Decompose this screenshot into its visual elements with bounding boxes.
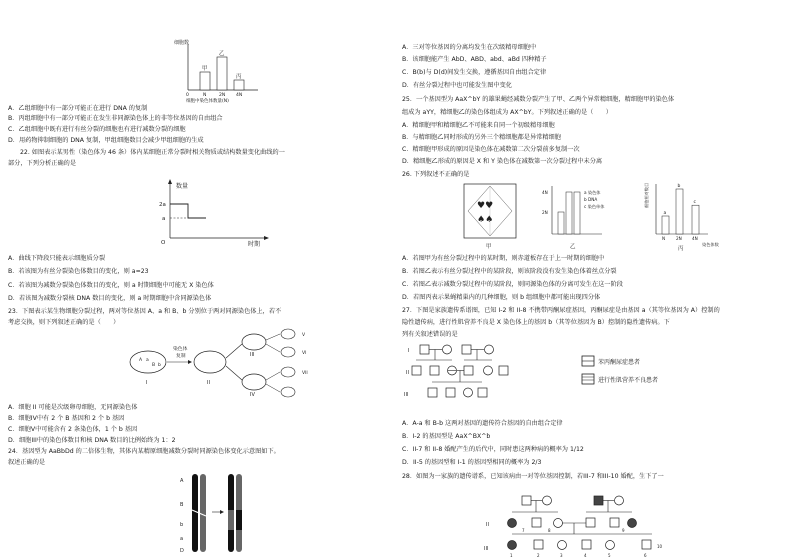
q27-option-a: A．A-a 和 B-b 这两对基因的遗传符合基因的自由组合定律	[402, 420, 563, 427]
q26-fig-yi	[542, 182, 622, 252]
q26-bing-tick-2N: 2N	[676, 236, 682, 241]
q23-stem-line1: 23．下图表示某生物细胞分裂过程，两对等位基因 A、a 和 B、b 分别位于两对同源染色体上，若不	[8, 308, 282, 315]
q24-gene-B: B	[180, 502, 184, 508]
q28-num-9: 9	[622, 528, 625, 533]
q28-num-6: 6	[644, 553, 647, 558]
q24-option-d: D．有丝分裂过程中也可能发生图中变化	[402, 82, 512, 89]
q26-bing-bar-c	[692, 205, 699, 234]
q26-option-b: B．若图乙表示有丝分裂过程中的某阶段，则该阶段没有发生染色体着丝点分裂	[402, 268, 617, 275]
q23-option-c: C．细胞V中可能含有 2 条染色体，1 个 b 基因	[8, 426, 138, 433]
q23-arrow-label2: 复制	[176, 354, 186, 359]
q24-stem-line2: 叙述正确的是	[8, 459, 46, 466]
q23-stem-line2: 考虑交换，则下列叙述正确的是（ ）	[8, 319, 120, 326]
q28-num-5: 5	[608, 553, 611, 558]
q22-origin: O	[161, 240, 166, 246]
tick-0: 0	[186, 93, 189, 98]
q21-option-a: A．乙组细胞中有一部分可能正在进行 DNA 的复制	[8, 105, 148, 112]
q22-option-c: C．若该图为减数分裂染色体数目的变化，则 a 时期细胞中可能无 X 染色体	[8, 282, 214, 289]
q26-bing-xlabel: 染色体数	[702, 242, 719, 247]
q28-num-8: 8	[548, 528, 551, 533]
q26-bing-bar-label-c: c	[693, 200, 696, 206]
q28-gen-III: III	[484, 546, 489, 552]
chart-bar-bing	[234, 80, 244, 90]
q21-ylabel: 细胞数	[174, 40, 190, 46]
q23-arrow-label: 染色体	[173, 347, 188, 352]
q26-bing-bar-label-b: b	[677, 184, 681, 189]
q23-gene-A: A	[139, 358, 143, 363]
q24-stem-line1: 24．基因型为 AaBbDd 的二倍体生物，其体内某精原细胞减数分裂时同源染色体变化示意图如下。	[8, 448, 280, 455]
q25-stem-line2: 组成为 aYY，精细胞乙的染色体组成为 AX^bY。下列叙述正确的是（ ）	[402, 109, 612, 116]
q28-num-7: 7	[522, 528, 525, 533]
q23-cell-II: II	[207, 380, 210, 386]
q22-y-title: 数量	[176, 183, 189, 190]
q28-num-4: 4	[584, 553, 587, 558]
q26-label-jia: 甲	[486, 244, 492, 250]
q23-cell-I: I	[146, 380, 148, 386]
q26-yi-tick-4N: 4N	[542, 190, 548, 195]
q23-cell-III: III	[250, 352, 255, 358]
q22-curve	[170, 204, 206, 218]
q25-option-a: A．精细胞甲和精细胞乙不可能来自同一个初级精母细胞	[402, 122, 555, 129]
q24-gene-A: A	[180, 478, 184, 484]
q23-option-a: A．细胞 II 可能是次级卵母细胞，无同源染色体	[8, 404, 138, 411]
q27-stem-line2: 隐性遗传病，进行性肌营养不良是 X 染色体上的基因 b（其等位基因为 B）控制的隐性遗传病。下	[402, 319, 670, 326]
q25-stem-line1: 25．一个基因型为 AaX^bY 的雄果蝇经减数分裂产生了甲、乙两个异常精细胞，精细胞甲的染色体	[402, 96, 675, 103]
q26-yi-bar-b	[566, 192, 572, 234]
q26-yi-tick-2N: 2N	[542, 210, 548, 215]
q26-bing-tick-4N: 4N	[692, 236, 698, 241]
tick-N: N	[203, 93, 207, 98]
q27-stem-line1: 27．下图是家族遗传系谱图，已知 I-2 和 II-8 不携带丙酮尿症基因，丙酮尿症是由基因 a（其等位基因为 A）控制的	[402, 307, 720, 314]
q21-bar-chart	[174, 40, 278, 104]
q26-option-d: D．若图丙表示果蝇精巢内的几种细胞，则 b 组细胞中都可能出现四分体	[402, 294, 601, 301]
svg-text:♠♠: ♠♠	[477, 215, 494, 225]
bar-label-jia: 甲	[202, 66, 208, 72]
q26-stem: 26. 下列叙述不正确的是	[402, 171, 470, 178]
q28-stem: 28．如图为一家族的遗传谱系，已知该病由一对等位基因控制，若III-7 和III-10 婚配，生下了一	[402, 473, 664, 480]
q27-option-c: C．II-7 和 II-8 婚配产生的后代中，同时患这两种病的概率为 1/12	[402, 446, 584, 453]
q28-num-3: 3	[560, 553, 563, 558]
q23-gene-a: a	[146, 358, 149, 363]
q27-gen-III: III	[404, 392, 409, 398]
q22-stem-line2: 部分，下列分析正确的是	[8, 160, 77, 167]
q28-num-10: 10	[657, 544, 663, 549]
q27-legend-dmd: 进行性肌营养不良患者	[598, 377, 659, 384]
q24-option-b: B．该细胞能产生 AbD、ABD、abd、aBd 四种精子	[402, 56, 547, 63]
q27-option-b: B．I-2 的基因型是 AaX^BX^b	[402, 433, 491, 440]
q28-gen-II: II	[486, 522, 489, 528]
q25-option-c: C．精细胞甲形成的原因是染色体在减数第二次分裂前多复制一次	[402, 146, 580, 153]
q28-num-1: 1	[510, 553, 513, 558]
q23-cell-diagram	[118, 330, 318, 398]
q21-option-d: D．用药物抑制细胞的 DNA 复制，甲组细胞数目会减少甲组细胞的生成	[8, 137, 204, 144]
q26-bing-bar-a	[662, 216, 669, 234]
q26-yi-bar-c	[574, 192, 580, 234]
q26-option-a: A．若图甲为有丝分裂过程中的某时期，则赤道板存在于上一时期的细胞中	[402, 255, 605, 262]
q24-chromosome-figure	[178, 470, 258, 555]
q21-option-c: C．乙组细胞中既有进行有丝分裂的细胞也有进行减数分裂的细胞	[8, 126, 186, 133]
q23-cell-IV: IV	[250, 392, 255, 398]
q26-yi-legend-b: b DNA	[584, 197, 598, 202]
q26-bing-bar-b	[676, 189, 683, 234]
tick-2N: 2N	[219, 93, 226, 98]
q24-gene-b: b	[180, 522, 184, 528]
q22-line-chart	[158, 178, 288, 248]
q27-gen-II: II	[406, 370, 409, 376]
q22-tick-2a: 2a	[159, 202, 166, 208]
q25-option-d: D．精细胞乙形成的原因是 X 和 Y 染色体在减数第一次分裂过程中未分离	[402, 158, 603, 165]
right-column	[402, 0, 787, 560]
q28-pedigree	[482, 488, 722, 558]
tick-4N: 4N	[236, 93, 243, 98]
q28-num-2: 2	[537, 553, 540, 558]
bar-label-yi: 乙	[219, 51, 225, 57]
q23-cell-V: V	[302, 333, 306, 338]
q26-label-bing: 丙	[678, 246, 684, 252]
q24-option-c: C．B(b)与 D(d)间发生交换，遵循基因自由组合定律	[402, 69, 547, 76]
q22-option-b: B．若该图为有丝分裂染色体数目的变化，则 a=23	[8, 268, 149, 275]
q26-yi-bar-a	[558, 212, 564, 234]
q26-bing-bar-label-a: a	[663, 211, 667, 216]
q26-label-yi: 乙	[570, 244, 576, 250]
q26-yi-legend-a: a 染色体	[584, 190, 601, 195]
chart-bar-jia	[200, 72, 210, 90]
q27-stem-line3: 列有关叙述错误的是	[402, 331, 458, 338]
q27-legend-pku: 苯丙酮尿症患者	[598, 359, 641, 366]
q26-option-c: C．若图乙表示减数分裂过程中的某阶段，则同源染色体的分离可发生在这一阶段	[402, 281, 623, 288]
q21-option-b: B．丙组细胞中有一部分可能正在发生非同源染色体上的非等位基因的自由组合	[8, 115, 223, 122]
q23-option-b: B．细胞IV中有 2 个 B 基因和 2 个 b 基因	[8, 415, 125, 422]
q27-gen-I: I	[408, 348, 410, 354]
q23-gene-b: b	[158, 363, 161, 368]
q22-tick-a: a	[162, 216, 166, 222]
q22-option-a: A．曲线下降段只能表示细胞质分裂	[8, 255, 106, 262]
q24-gene-D: D	[180, 548, 184, 554]
q22-x-title: 时期	[248, 241, 261, 248]
bar-label-bing: 丙	[236, 74, 242, 80]
q26-fig-bing	[642, 182, 732, 252]
q23-gene-B: B	[152, 363, 156, 368]
q26-bing-tick-N: N	[662, 236, 666, 241]
q22-option-d: D．若该图为减数分裂核 DNA 数目的变化，则 a 时期细胞中含同源染色体	[8, 295, 212, 302]
q25-option-b: B．与精细胞乙同时形成的另外三个精细胞都是异常精细胞	[402, 134, 561, 141]
q22-stem-line1: 22. 如图表示某男性（染色体为 46 条）体内某细胞正常分裂时相关物质或结构数量变化曲线的一	[20, 149, 285, 156]
q27-pedigree	[402, 342, 762, 404]
q23-cell-VII: VII	[302, 371, 308, 376]
svg-text:♥♥: ♥♥	[477, 201, 494, 211]
q23-option-d: D．细胞III中的染色体数目和核 DNA 数目的比例始终为 1：2	[8, 437, 176, 444]
q26-yi-legend-c: c 染色单体	[584, 204, 605, 209]
q21-xlabel: 细胞中染色体数量(N)	[186, 99, 229, 104]
q24-gene-a: a	[180, 536, 184, 542]
left-column	[8, 0, 393, 560]
q27-option-d: D．II-5 的基因型和 I-1 的基因型相同的概率为 2/3	[402, 459, 542, 466]
q23-cell-VI: VI	[302, 351, 307, 356]
chart-bar-yi	[217, 57, 227, 90]
q26-fig-jia	[462, 182, 522, 252]
q24-option-a: A．三对等位基因的分离均发生在次级精母细胞中	[402, 44, 537, 51]
q26-bing-ylabel: 细胞相对数目	[644, 182, 649, 208]
